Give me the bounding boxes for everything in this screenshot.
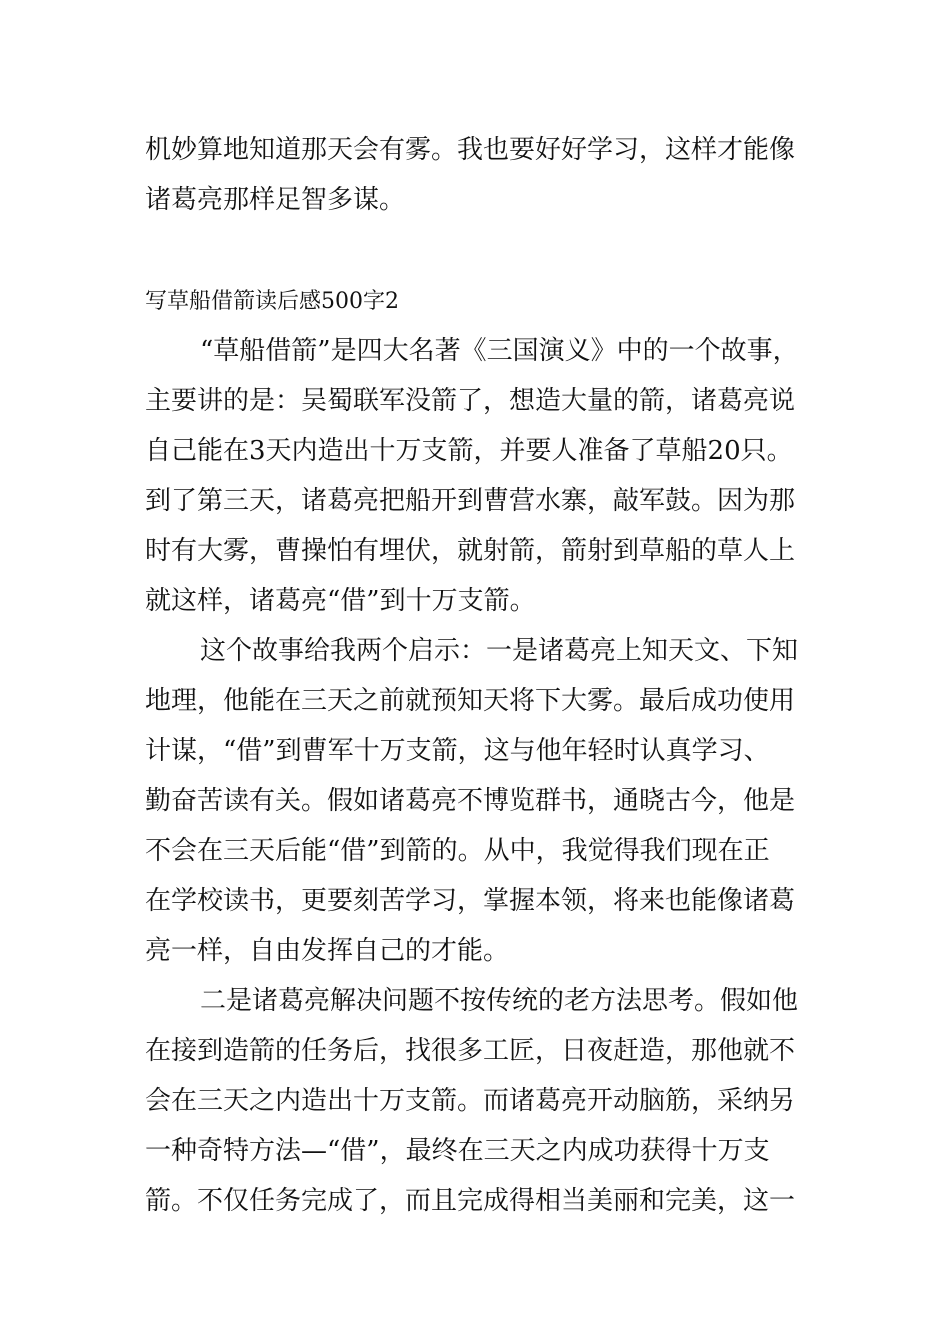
text-line: 到了第三天，诸葛亮把船开到曹营水寨，敲军鼓。因为那: [145, 486, 796, 516]
text-line: 计谋，“借”到曹军十万支箭，这与他年轻时认真学习、: [145, 736, 770, 766]
text-line: 二是诸葛亮解决问题不按传统的老方法思考。假如他: [200, 986, 799, 1016]
text-line: 地理，他能在三天之前就预知天将下大雾。最后成功使用: [145, 686, 796, 716]
text-line: 在学校读书，更要刻苦学习，掌握本领，将来也能像诸葛: [145, 886, 796, 916]
text-line: 勤奋苦读有关。假如诸葛亮不博览群书，通晓古今，他是: [145, 786, 796, 816]
text-line: 在接到造箭的任务后，找很多工匠，日夜赶造，那他就不: [145, 1036, 796, 1066]
text-line: 不会在三天后能“借”到箭的。从中，我觉得我们现在正: [145, 836, 770, 866]
text-line: 就这样，诸葛亮“借”到十万支箭。: [145, 586, 536, 616]
text-line: 会在三天之内造出十万支箭。而诸葛亮开动脑筋，采纳另: [145, 1086, 796, 1116]
text-line: 机妙算地知道那天会有雾。我也要好好学习，这样才能像: [145, 135, 796, 165]
text-line: 诸葛亮那样足智多谋。: [145, 185, 406, 215]
text-line: 这个故事给我两个启示：一是诸葛亮上知天文、下知: [200, 636, 799, 666]
text-line: 时有大雾，曹操怕有埋伏，就射箭，箭射到草船的草人上: [145, 536, 796, 566]
text-line: 一种奇特方法—“借”，最终在三天之内成功获得十万支: [145, 1136, 770, 1166]
section-title: 写草船借箭读后感500字2: [145, 289, 399, 314]
text-line: 自己能在3天内造出十万支箭，并要人准备了草船20只。: [145, 436, 793, 466]
text-line: 箭。不仅任务完成了，而且完成得相当美丽和完美，这一: [145, 1186, 796, 1216]
text-line: 主要讲的是：吴蜀联军没箭了，想造大量的箭，诸葛亮说: [145, 386, 796, 416]
text-line: “草船借箭”是四大名著《三国演义》中的一个故事，: [200, 336, 799, 366]
text-line: 亮一样，自由发挥自己的才能。: [145, 936, 510, 966]
